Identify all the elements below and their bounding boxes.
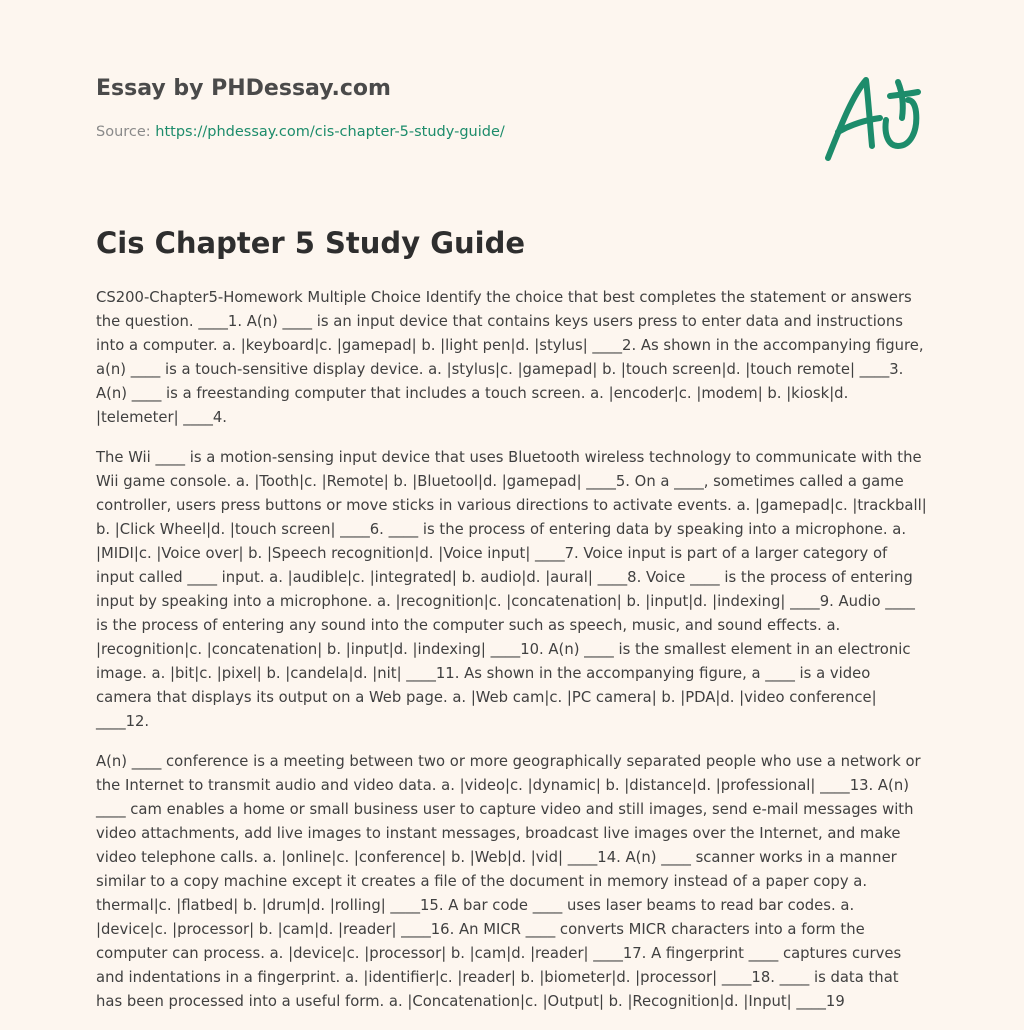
site-title: Essay by PHDessay.com [96, 76, 391, 101]
document-title: Cis Chapter 5 Study Guide [96, 226, 526, 260]
a-plus-logo-icon [822, 66, 932, 166]
source-link[interactable]: https://phdessay.com/cis-chapter-5-study-guide/ [155, 124, 505, 140]
source-label: Source: [96, 124, 156, 140]
body-paragraph-2: The Wii ____ is a motion-sensing input device that uses Bluetooth wireless technology to communicate with the Wii game console. a. |Tooth|c. |Remote| b. |Bluetool|d. |gamepad| ____5. On a ____, sometimes called a game controller, users press buttons or move sticks in various directions to activate events. a. |gamepad|c. |trackball| b. |Click Wheel|d. |touch screen| ____6. ____ is the process of entering data by speaking into a microphone. a. |MIDI|c. |Voice over| b. |Speech recognition|d. |Voice input| ____7. Voice input is part of a larger category of input called ____ input. a. |audible|c. |integrated| b. audio|d. |aural| ____8. Voice ____ is the process of entering input by speaking into a microphone. a. |recognition|c. |concatenation| b. |input|d. |indexing| ____9. Audio ____ is the process of entering any sound into the computer such as speech, music, and sound effects. a. |recognition|c. |concatenation| b. |input|d. |indexing| ____10. A(n) ____ is the smallest element in an electronic image. a. |bit|c. |pixel| b. |candela|d. |nit| ____11. As shown in the accompanying figure, a ____ is a video camera that displays its output on a Web page. a. |Web cam|c. |PC camera| b. |PDA|d. |video conference| ____12. [96, 449, 927, 730]
body-paragraph-1: CS200-Chapter5-Homework Multiple Choice Identify the choice that best completes the statement or answers the question. ____1. A(n) ____ is an input device that contains keys users press to enter data and instructions into a computer. a. |keyboard|c. |gamepad| b. |light pen|d. |stylus| ____2. As shown in the accompanying figure, a(n) ____ is a touch-sensitive display device. a. |stylus|c. |gamepad| b. |touch screen|d. |touch remote| ____3. A(n) ____ is a freestanding computer that includes a touch screen. a. |encoder|c. |modem| b. |kiosk|d. |telemeter| ____4. [96, 289, 924, 426]
document-body [96, 286, 928, 1030]
body-paragraph-3: A(n) ____ conference is a meeting between two or more geographically separated people who use a network or the Internet to transmit audio and video data. a. |video|c. |dynamic| b. |distance|d. |professional| ____13. A(n) ____ cam enables a home or small business user to capture video and still images, send e-mail messages with video attachments, add live images to instant messages, broadcast live images over the Internet, and make video telephone calls. a. |online|c. |conference| b. |Web|d. |vid| ____14. A(n) ____ scanner works in a manner similar to a copy machine except it creates a file of the document in memory instead of a paper copy a. thermal|c. |flatbed| b. |drum|d. |rolling| ____15. A bar code ____ uses laser beams to read bar codes. a. |device|c. |processor| b. |cam|d. |reader| ____16. An MICR ____ converts MICR characters into a form the computer can process. a. |device|c. |processor| b. |cam|d. |reader| ____17. A fingerprint ____ captures curves and indentations in a fingerprint. a. |identifier|c. |reader| b. |biometer|d. |processor| ____18. ____ is data that has been processed into a useful form. a. |Concatenation|c. |Output| b. |Recognition|d. |Input| ____19 [96, 753, 921, 1010]
source-line [96, 124, 505, 140]
